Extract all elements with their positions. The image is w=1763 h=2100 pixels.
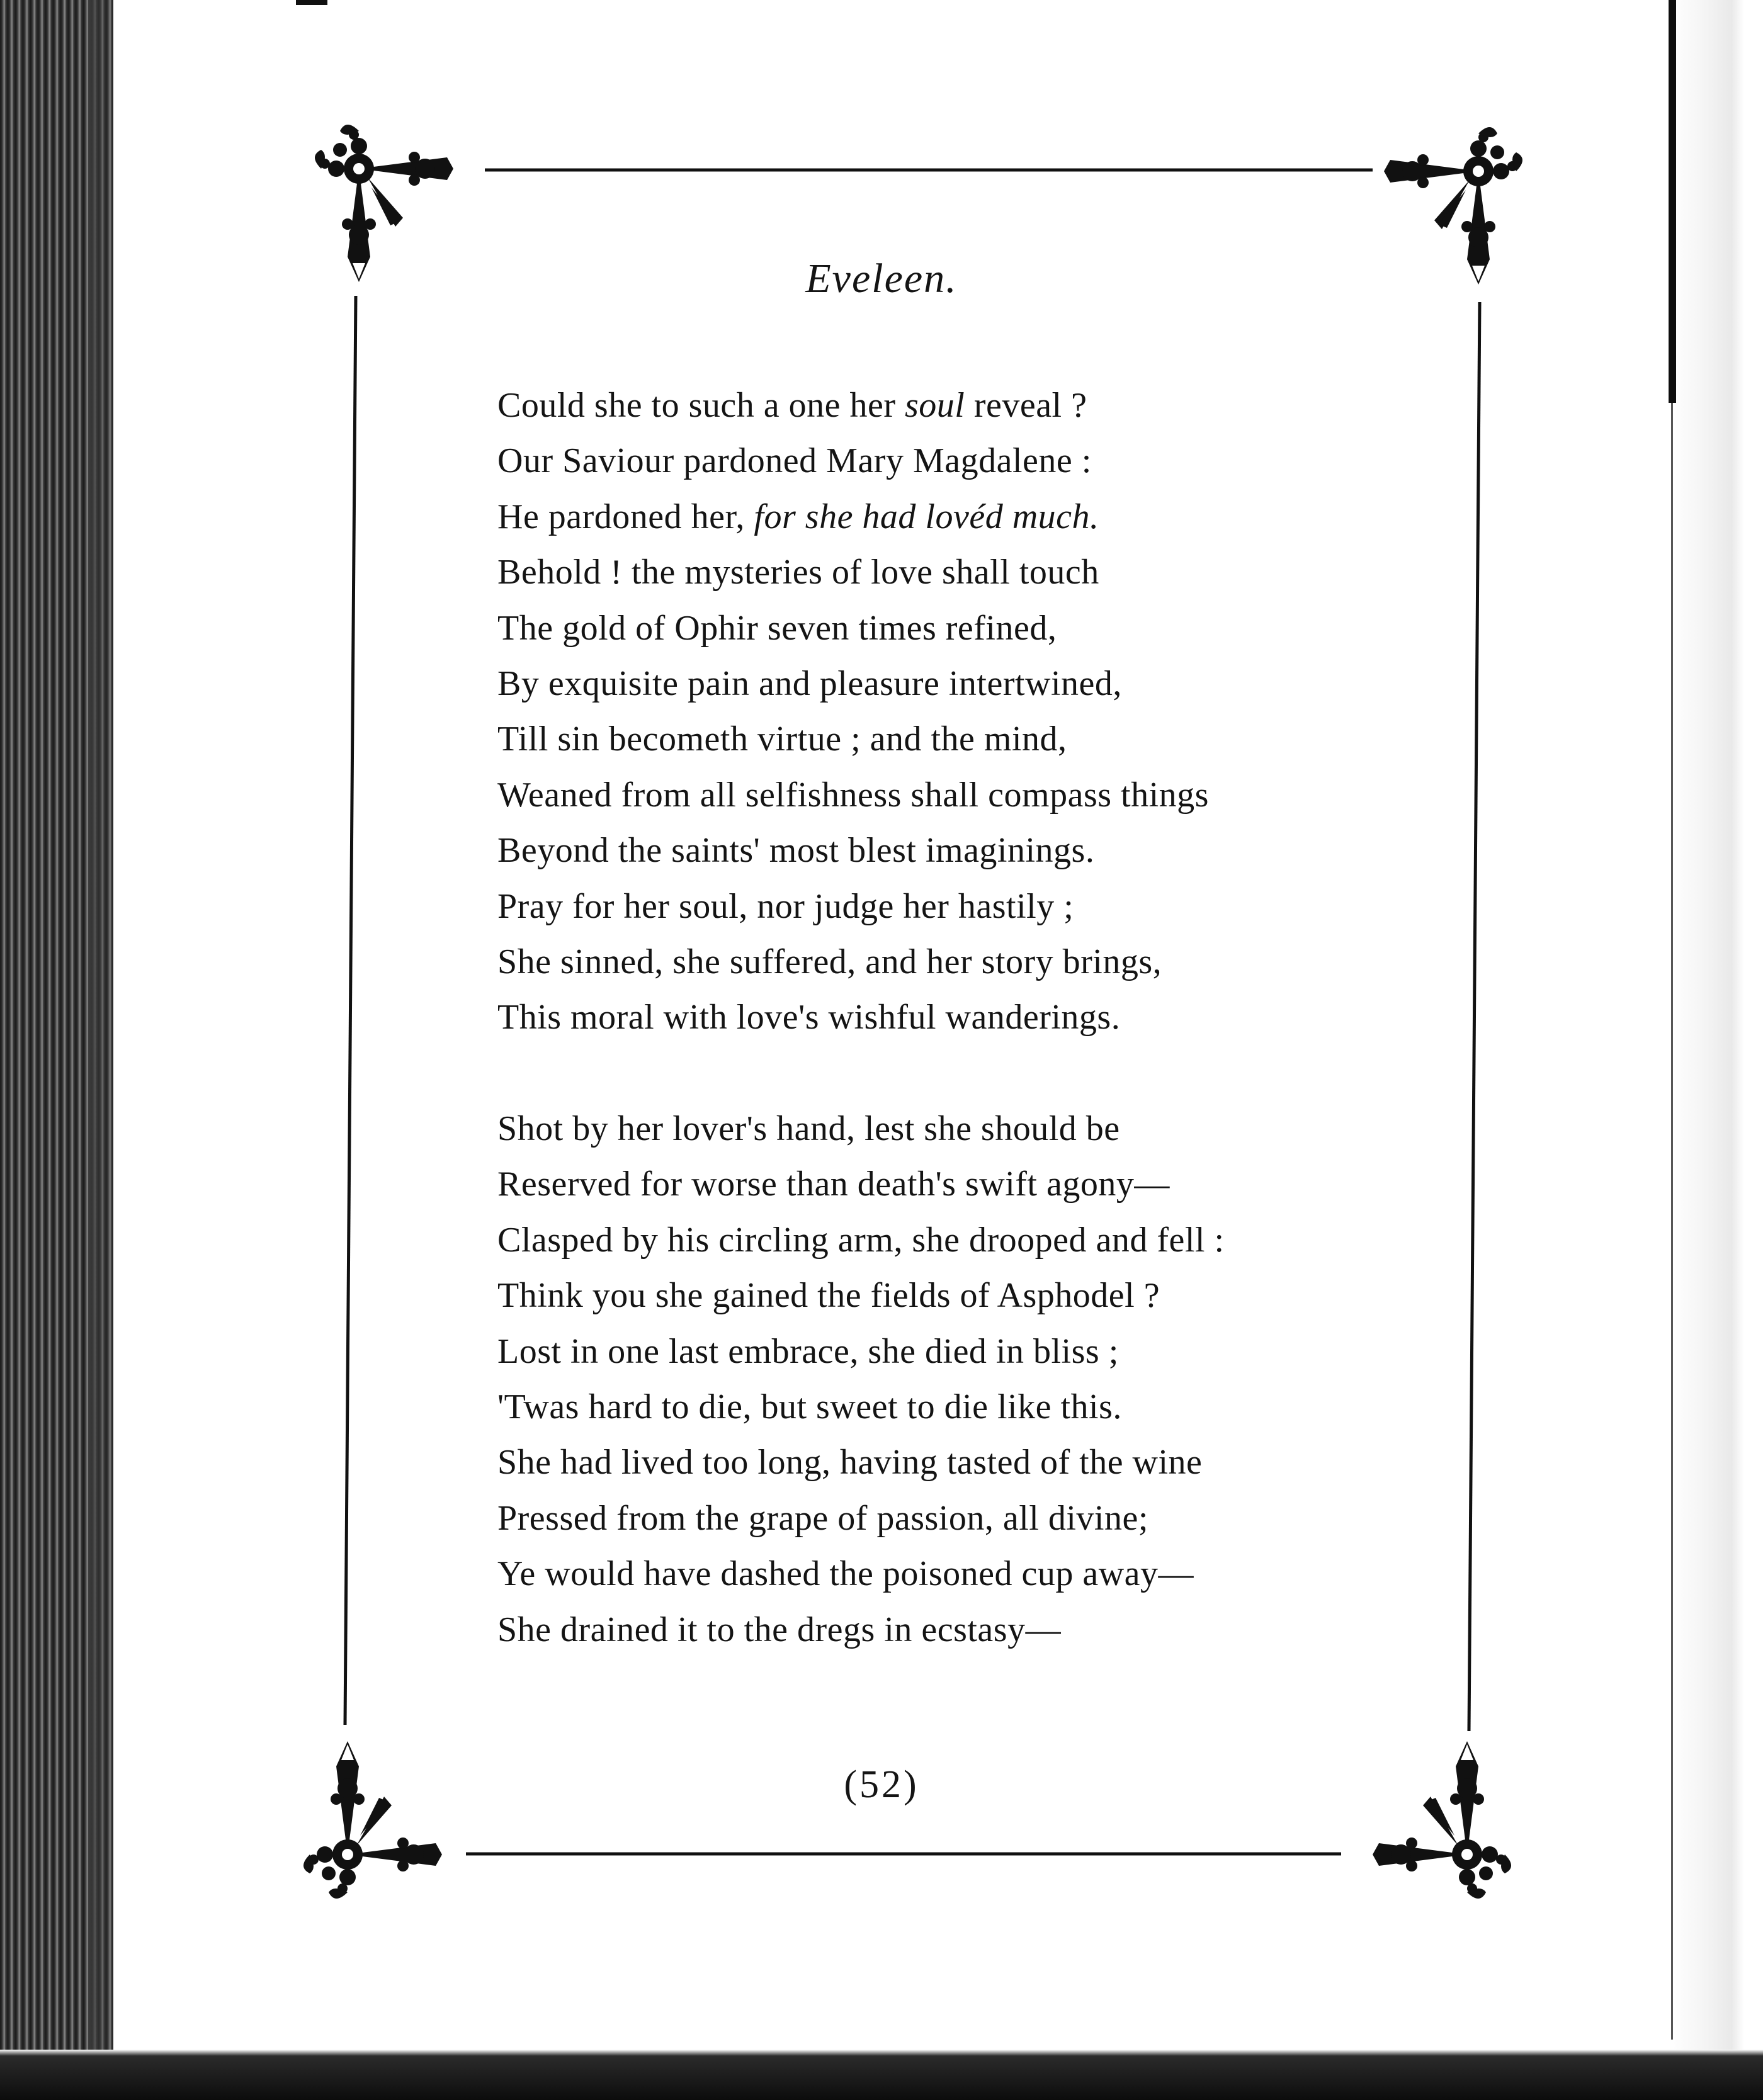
- line-text: The gold of Ophir seven times refined,: [497, 608, 1057, 648]
- poem-line: [497, 545, 1410, 600]
- poem-line: [497, 879, 1410, 934]
- line-text: Ye would have dashed the poisoned cup away—: [497, 1554, 1194, 1594]
- poem-line: [497, 1101, 1410, 1156]
- poem-line: [497, 711, 1410, 767]
- poem-body: [497, 378, 1410, 1657]
- poem-line: [497, 1491, 1410, 1546]
- poem-line: [497, 1324, 1410, 1379]
- line-text: Our Saviour pardoned Mary Magdalene :: [497, 441, 1092, 481]
- line-text: She sinned, she suffered, and her story brings,: [497, 942, 1162, 982]
- line-text: Behold ! the mysteries of love shall touch: [497, 553, 1099, 592]
- poem-line: [497, 1156, 1410, 1212]
- line-text: He pardoned her,: [497, 497, 754, 536]
- poem-line: [497, 601, 1410, 656]
- poem-line: [497, 1435, 1410, 1490]
- line-text: She drained it to the dregs in ecstasy—: [497, 1610, 1062, 1649]
- poem-line: [497, 378, 1410, 433]
- stanza: [497, 1101, 1410, 1657]
- stanza: [497, 378, 1410, 1046]
- poem-line: [497, 656, 1410, 711]
- page-number: (52): [844, 1763, 919, 1806]
- line-text: Till sin becometh virtue ; and the mind,: [497, 720, 1067, 759]
- line-text: She had lived too long, having tasted of the wine: [497, 1443, 1203, 1482]
- line-text: By exquisite pain and pleasure intertwined,: [497, 664, 1122, 704]
- line-text: Weaned from all selfishness shall compass things: [497, 775, 1209, 815]
- poem-line: [497, 934, 1410, 990]
- line-text: Shot by her lover's hand, lest she should be: [497, 1109, 1120, 1148]
- poem-line: [497, 489, 1410, 545]
- line-text: Beyond the saints' most blest imaginings.: [497, 831, 1095, 871]
- poem-line: [497, 433, 1410, 488]
- poem-line: [497, 1546, 1410, 1601]
- line-text: 'Twas hard to die, but sweet to die like this.: [497, 1387, 1122, 1426]
- line-text: reveal ?: [965, 386, 1087, 425]
- italic-text: soul: [904, 386, 965, 425]
- poem-line: [497, 1268, 1410, 1323]
- running-title: Eveleen.: [805, 256, 958, 302]
- line-text: Think you she gained the fields of Asphodel ?: [497, 1276, 1160, 1316]
- poem-line: [497, 1602, 1410, 1657]
- italic-text: for she had lovéd much.: [754, 497, 1099, 536]
- line-text: Reserved for worse than death's swift agony—: [497, 1165, 1170, 1204]
- line-text: Pressed from the grape of passion, all divine;: [497, 1498, 1148, 1538]
- poem-line: [497, 1379, 1410, 1435]
- line-text: Pray for her soul, nor judge her hastily ;: [497, 886, 1074, 926]
- line-text: Lost in one last embrace, she died in bliss ;: [497, 1331, 1119, 1371]
- poem-line: [497, 823, 1410, 878]
- poem-line: [497, 1212, 1410, 1268]
- line-text: Could she to such a one her: [497, 386, 905, 425]
- poem-line: [497, 990, 1410, 1045]
- line-text: Clasped by his circling arm, she drooped and fell :: [497, 1220, 1225, 1260]
- line-text: This moral with love's wishful wanderings.: [497, 998, 1121, 1037]
- poem-line: [497, 767, 1410, 823]
